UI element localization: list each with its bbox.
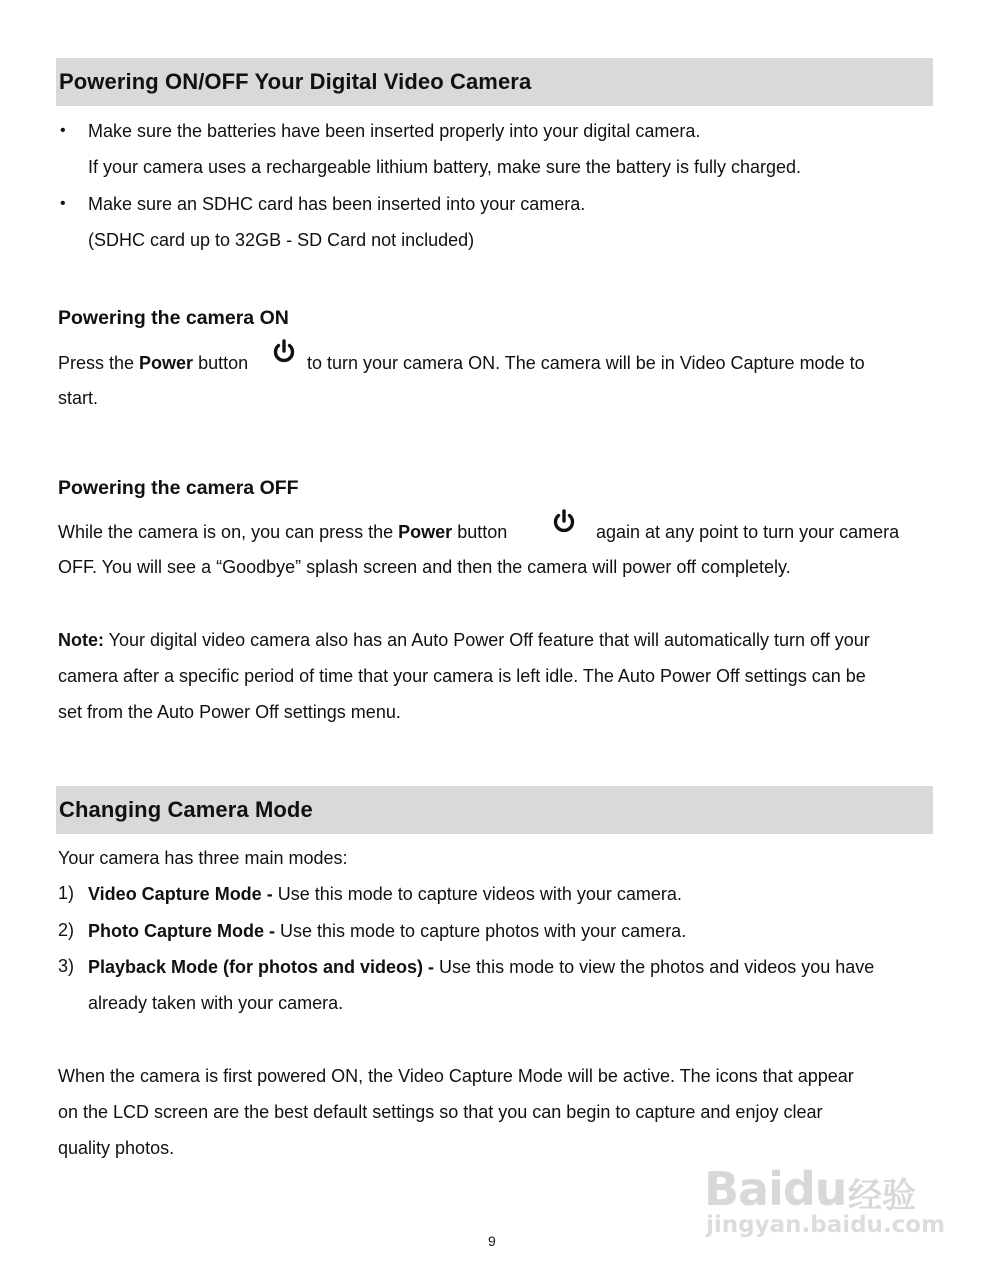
power-off-text-rest: again at any point to turn your camera — [596, 522, 900, 542]
closing-line1: When the camera is first powered ON, the Video Capture Mode will be active. The icons that appear — [58, 1066, 854, 1086]
note-line1: Note: Your digital video camera also has an Auto Power Off feature that will automatically turn off your — [58, 630, 870, 650]
watermark-url: jingyan.baidu.com — [706, 1212, 946, 1238]
watermark — [700, 1160, 946, 1242]
bullet2-line1: Make sure an SDHC card has been inserted into your camera. — [88, 194, 586, 214]
mode-item-playback-line2: already taken with your camera. — [88, 993, 344, 1013]
section-header-powering — [56, 58, 933, 106]
note-line2: camera after a specific period of time that your camera is left idle. The Auto Power Off settings can be — [58, 666, 866, 686]
power-on-text-rest: to turn your camera ON. The camera will be in Video Capture mode to — [307, 353, 865, 373]
power-on-text-lead: Press the Power button — [58, 353, 249, 373]
watermark-chinese: 经验 — [848, 1176, 916, 1216]
mode-number: 2) — [58, 920, 75, 940]
bullet1-line2: If your camera uses a rechargeable lithium battery, make sure the battery is fully charged. — [88, 157, 802, 177]
mode-item-photo: Photo Capture Mode - Use this mode to capture photos with your camera. — [88, 921, 687, 941]
bullet1-line1: Make sure the batteries have been inserted properly into your digital camera. — [88, 121, 701, 141]
bullet2-line2: (SDHC card up to 32GB - SD Card not included) — [88, 230, 475, 250]
section-title-powering: Powering ON/OFF Your Digital Video Camera — [59, 69, 532, 94]
mode-number: 3) — [58, 956, 75, 976]
watermark-logo: Baidu — [704, 1162, 847, 1216]
section-header-camera-mode — [56, 786, 933, 834]
power-off-text-line2: OFF. You will see a “Goodbye” splash screen and then the camera will power off completely. — [58, 557, 791, 577]
page-number: 9 — [488, 1233, 496, 1249]
bullet-dot-icon: • — [60, 122, 66, 139]
power-icon — [551, 508, 577, 534]
closing-line2: on the LCD screen are the best default settings so that you can begin to capture and enjoy clear — [58, 1102, 823, 1122]
closing-line3: quality photos. — [58, 1138, 175, 1158]
note-label: Note: — [58, 630, 104, 650]
power-off-text-lead: While the camera is on, you can press the Power button — [58, 522, 508, 542]
heading-power-off: Powering the camera OFF — [58, 477, 299, 499]
heading-power-on: Powering the camera ON — [58, 307, 289, 329]
note-line3: set from the Auto Power Off settings menu. — [58, 702, 401, 722]
section-title-camera-mode: Changing Camera Mode — [59, 797, 313, 822]
power-on-text-line2: start. — [58, 388, 99, 408]
mode-item-playback: Playback Mode (for photos and videos) - Use this mode to view the photos and videos you have — [88, 957, 875, 977]
mode-number: 1) — [58, 883, 75, 903]
modes-intro: Your camera has three main modes: — [58, 848, 348, 868]
mode-item-video: Video Capture Mode - Use this mode to capture videos with your camera. — [88, 884, 682, 904]
bullet-dot-icon: • — [60, 195, 66, 212]
power-icon — [271, 338, 297, 364]
